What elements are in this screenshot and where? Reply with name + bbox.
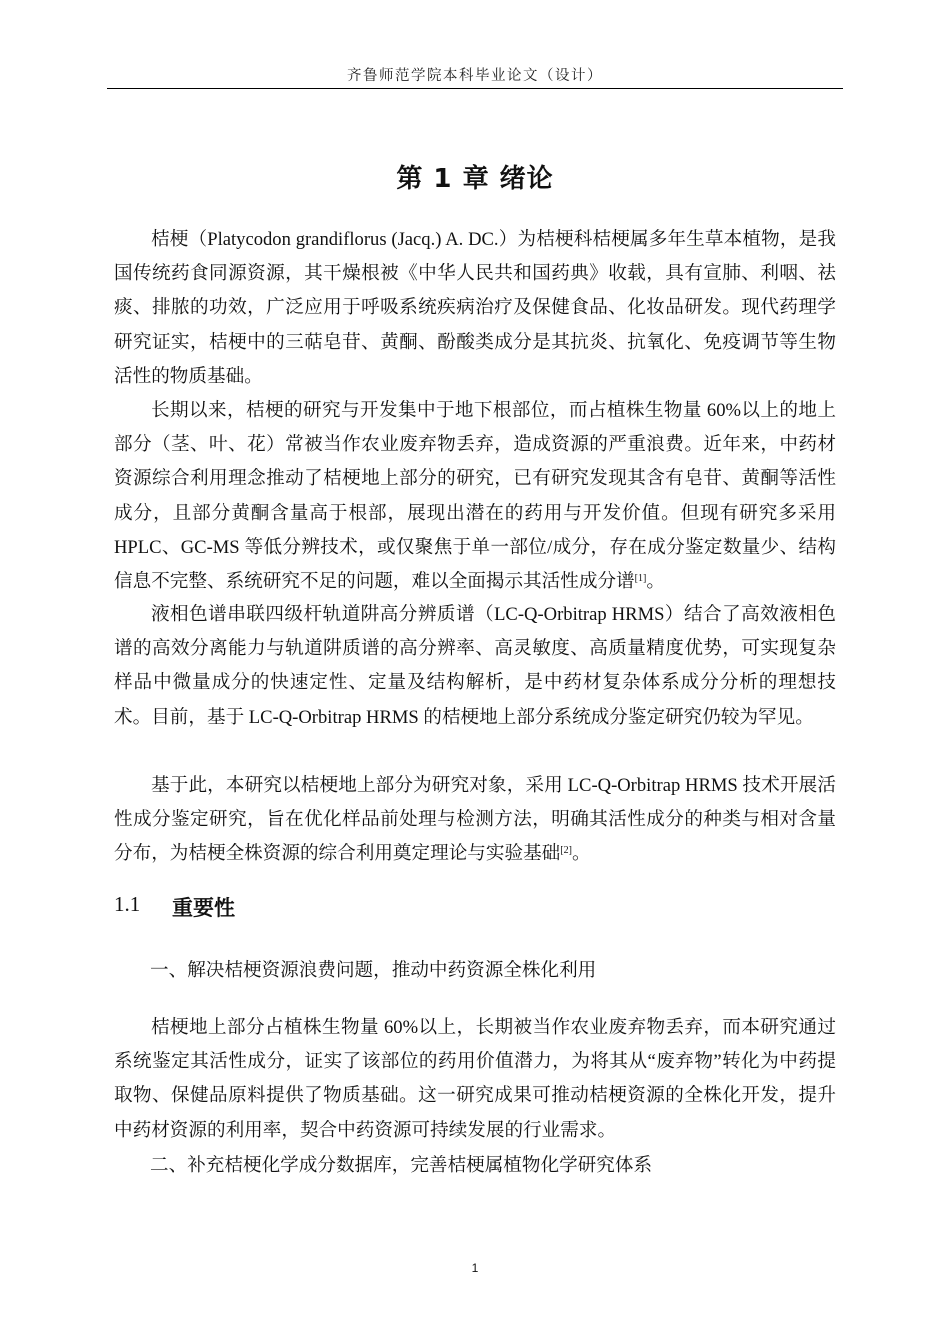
section-number: 1.1 (114, 892, 141, 916)
paragraph-text: 长期以来，桔梗的研究与开发集中于地下根部位，而占植株生物量 60%以上的地上部分（茎、叶、花）常被当作农业废弃物丢弃，造成资源的严重浪费。近年来，中药材资源综合利用理念推动了桔梗地上部分的研究，已有研究发现其含有皂苷、黄酮等活性成分，且部分黄酮含量高于根部，展现出潜在的药用与开发价值。但现有研究多采用 HPLC、GC-MS 等低分辨技术，或仅聚焦于单一部位/成分，存在成分鉴定数量少、结构信息不完整、系统研究不足的问题，难以全面揭示其活性成分谱 (114, 400, 836, 593)
chapter-title: 第 1 章 绪论 (396, 164, 554, 194)
intro-paragraph-3: 液相色谱串联四级杆轨道阱高分辨质谱（LC-Q-Orbitrap HRMS）结合了高效液相色谱的高效分离能力与轨道阱质谱的高分辨率、高灵敏度、高质量精度优势，可实现复杂样品中微量成分的快速定性、定量及结构解析，是中药材复杂体系成分分析的理想技术。目前，基于 LC-Q-Orbitrap HRMS 的桔梗地上部分系统成分鉴定研究仍较为罕见。 (114, 604, 836, 728)
citation-ref: [2] (560, 845, 572, 857)
subheading-2: 二、补充桔梗化学成分数据库，完善桔梗属植物化学研究体系 (150, 1155, 653, 1176)
paragraph-end: 。 (571, 843, 591, 865)
subheading-1: 一、解决桔梗资源浪费问题，推动中药资源全株化利用 (150, 960, 597, 981)
page-number: 1 (471, 1261, 479, 1275)
section-title: 重要性 (172, 896, 235, 920)
citation-ref: [1] (634, 573, 647, 585)
section-heading (114, 892, 235, 922)
intro-paragraph-4 (114, 769, 836, 872)
running-header: 齐鲁师范学院本科毕业论文（设计） (347, 68, 603, 84)
paragraph-end: 。 (646, 571, 665, 593)
intro-paragraph-1: 桔梗（Platycodon grandiflorus (Jacq.) A. DC.）为桔梗科桔梗属多年生草本植物，是我国传统药食同源资源，其干燥根被《中华人民共和国药典》收载，具有宣肺、利咽、祛痰、排脓的功效，广泛应用于呼吸系统疾病治疗及保健食品、化妆品研发。现代药理学研究证实，桔梗中的三萜皂苷、黄酮、酚酸类成分是其抗炎、抗氧化、免疫调节等生物活性的物质基础。 (114, 229, 836, 387)
intro-paragraph-2 (114, 394, 836, 599)
header-rule (107, 88, 843, 89)
section-paragraph-1: 桔梗地上部分占植株生物量 60%以上，长期被当作农业废弃物丢弃，而本研究通过系统鉴定其活性成分，证实了该部位的药用价值潜力，为将其从“废弃物”转化为中药提取物、保健品原料提供了物质基础。这一研究成果可推动桔梗资源的全株化开发，提升中药材资源的利用率，契合中药资源可持续发展的行业需求。 (114, 1017, 836, 1141)
paragraph-text: 基于此，本研究以桔梗地上部分为研究对象，采用 LC-Q-Orbitrap HRMS 技术开展活性成分鉴定研究，旨在优化样品前处理与检测方法，明确其活性成分的种类与相对含量分布，为桔梗全株资源的综合利用奠定理论与实验基础 (114, 775, 836, 865)
